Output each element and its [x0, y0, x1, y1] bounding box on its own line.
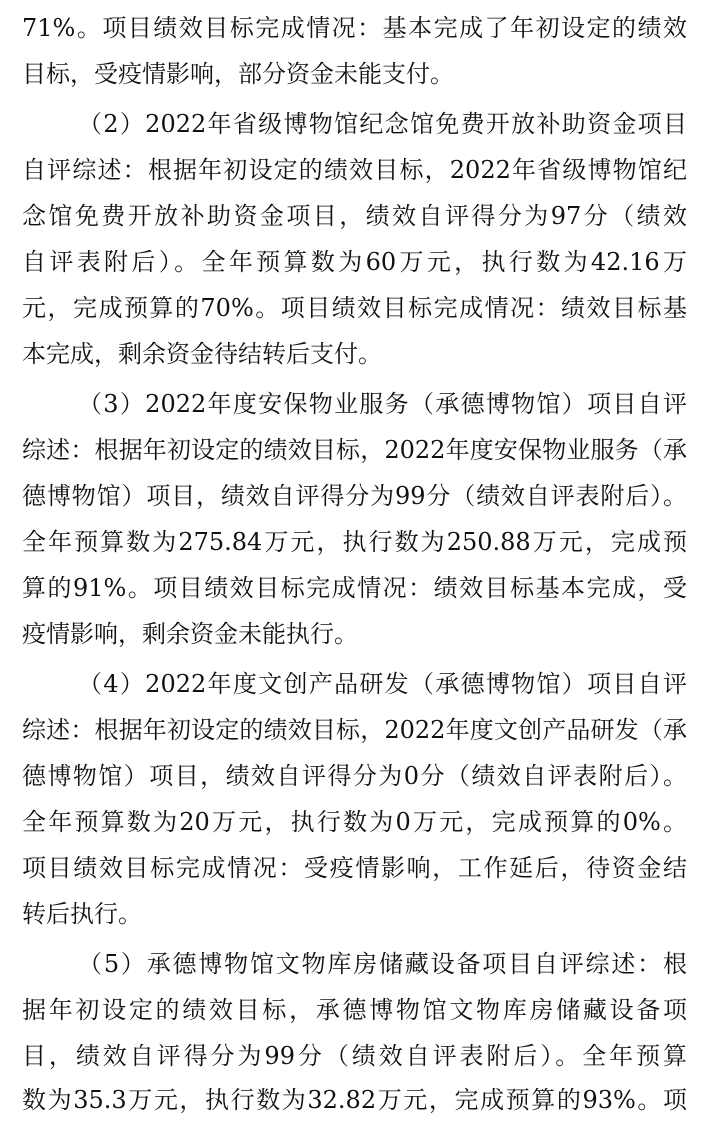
text-line-16: 综述：根据年初设定的绩效目标，2022年度文创产品研发（承	[22, 716, 687, 744]
text-line-23: 目，绩效自评得分为99分（绩效自评表附后）。全年预算	[22, 1042, 687, 1070]
text-line-10: 综述：根据年初设定的绩效目标，2022年度安保物业服务（承	[22, 436, 687, 464]
text-line-17: 德博物馆）项目，绩效自评得分为0分（绩效自评表附后）。	[22, 762, 687, 790]
text-line-7: 元，完成预算的70%。项目绩效目标完成情况：绩效目标基	[22, 294, 687, 322]
text-line-13: 算的91%。项目绩效目标完成情况：绩效目标基本完成，受	[22, 574, 687, 602]
paragraph-5-heading-line: （5）承德博物馆文物库房储藏设备项目自评综述：根	[78, 950, 687, 978]
text-line-2: 目标，受疫情影响，部分资金未能支付。	[22, 60, 454, 88]
text-line-18: 全年预算数为20万元，执行数为0万元，完成预算的0%。	[22, 808, 687, 836]
paragraph-2-heading-line: （2）2022年省级博物馆纪念馆免费开放补助资金项目	[78, 110, 687, 138]
text-line-12: 全年预算数为275.84万元，执行数为250.88万元，完成预	[22, 528, 687, 556]
text-line-24: 数为35.3万元，执行数为32.82万元，完成预算的93%。项	[22, 1086, 687, 1114]
text-line-11: 德博物馆）项目，绩效自评得分为99分（绩效自评表附后）。	[22, 482, 687, 510]
text-line-8: 本完成，剩余资金待结转后支付。	[22, 340, 382, 368]
text-line-19: 项目绩效目标完成情况：受疫情影响，工作延后，待资金结	[22, 854, 687, 882]
text-line-5: 念馆免费开放补助资金项目，绩效自评得分为97分（绩效	[22, 202, 687, 230]
text-line-4: 自评综述：根据年初设定的绩效目标，2022年省级博物馆纪	[22, 156, 687, 184]
text-line-6: 自评表附后）。全年预算数为60万元，执行数为42.16万	[22, 248, 687, 276]
text-line-14: 疫情影响，剩余资金未能执行。	[22, 620, 358, 648]
text-line-1: 71%。项目绩效目标完成情况：基本完成了年初设定的绩效	[22, 14, 687, 42]
text-line-22: 据年初设定的绩效目标，承德博物馆文物库房储藏设备项	[22, 996, 687, 1024]
paragraph-4-heading-line: （4）2022年度文创产品研发（承德博物馆）项目自评	[78, 670, 687, 698]
text-line-20: 转后执行。	[22, 900, 142, 928]
paragraph-3-heading-line: （3）2022年度安保物业服务（承德博物馆）项目自评	[78, 390, 687, 418]
